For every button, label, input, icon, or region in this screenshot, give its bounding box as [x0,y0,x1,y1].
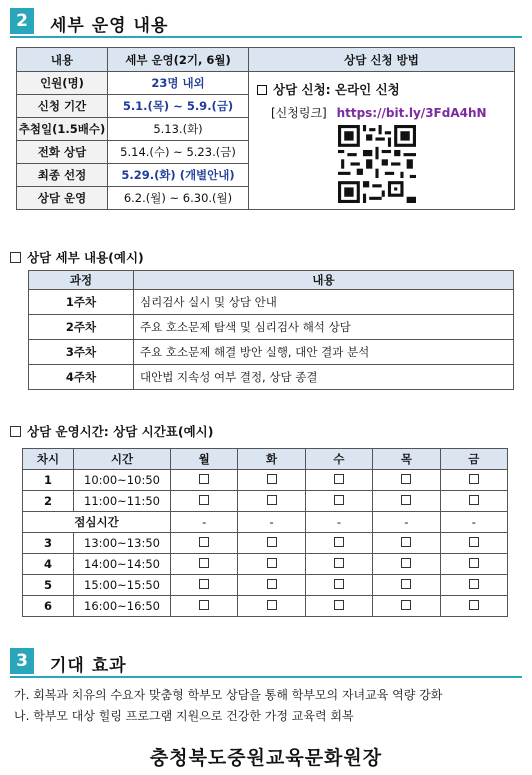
schedule-title [10,422,213,440]
slot-checkbox[interactable] [334,537,344,547]
session-no: 5 [23,575,74,596]
dash-cell: - [171,512,238,533]
row-label: 신청 기간 [17,95,108,118]
week-cell: 3주차 [29,340,134,365]
col-header: 수 [305,449,372,470]
slot-checkbox[interactable] [469,537,479,547]
session-time: 14:00~14:50 [74,554,171,575]
slot-checkbox[interactable] [334,600,344,610]
session-time: 15:00~15:50 [74,575,171,596]
slot-checkbox[interactable] [199,579,209,589]
slot-checkbox[interactable] [334,558,344,568]
session-no: 4 [23,554,74,575]
col-header: 목 [373,449,440,470]
dash-cell: - [238,512,305,533]
section-divider [10,676,522,678]
table-row [23,596,508,617]
operation-table [16,47,515,210]
table-row [23,554,508,575]
row-value: 5.1.(목) ~ 5.9.(금) [108,95,249,118]
slot-checkbox[interactable] [401,579,411,589]
content-cell: 주요 호소문제 탐색 및 심리검사 해석 상담 [134,315,514,340]
table-row [23,575,508,596]
schedule-title-text: 상담 운영시간: 상담 시간표(예시) [27,424,214,439]
col-header: 과정 [29,271,134,290]
details-title [10,248,144,266]
row-label: 추첨일(1.5배수) [17,118,108,141]
dash-cell: - [440,512,507,533]
session-no: 6 [23,596,74,617]
row-value: 23명 내외 [108,72,249,95]
col-header: 화 [238,449,305,470]
slot-checkbox[interactable] [199,600,209,610]
link-label: [신청링크] [271,106,327,120]
table-row [23,491,508,512]
content-cell: 심리검사 실시 및 상담 안내 [134,290,514,315]
footer-signature: 충청북도중원교육문화원장 [149,747,383,769]
slot-checkbox[interactable] [334,579,344,589]
content-cell: 대안법 지속성 여부 결정, 상담 종결 [134,365,514,390]
slot-checkbox[interactable] [334,495,344,505]
slot-checkbox[interactable] [199,495,209,505]
slot-checkbox[interactable] [469,600,479,610]
slot-checkbox[interactable] [199,558,209,568]
row-value: 5.14.(수) ~ 5.23.(금) [108,141,249,164]
table-row [29,340,514,365]
slot-checkbox[interactable] [401,558,411,568]
col-header: 세부 운영(2기, 6월) [108,48,249,72]
week-cell: 2주차 [29,315,134,340]
section-number: 2 [10,8,34,34]
session-no: 3 [23,533,74,554]
table-row [29,290,514,315]
slot-checkbox[interactable] [469,558,479,568]
week-cell: 1주차 [29,290,134,315]
row-label: 인원(명) [17,72,108,95]
session-time: 16:00~16:50 [74,596,171,617]
section-title: 세부 운영 내용 [50,16,169,36]
slot-checkbox[interactable] [469,474,479,484]
col-header: 상담 신청 방법 [249,48,515,72]
section-number: 3 [10,648,34,674]
section-title: 기대 효과 [50,656,127,676]
details-title-text: 상담 세부 내용(예시) [27,250,144,265]
table-row [29,315,514,340]
bullet-icon [257,85,267,95]
session-time: 13:00~13:50 [74,533,171,554]
row-label: 상담 운영 [17,187,108,210]
slot-checkbox[interactable] [199,537,209,547]
col-header: 내용 [134,271,514,290]
slot-checkbox[interactable] [334,474,344,484]
slot-checkbox[interactable] [267,474,277,484]
slot-checkbox[interactable] [401,537,411,547]
slot-checkbox[interactable] [401,474,411,484]
table-row [23,512,508,533]
apply-method [257,80,400,98]
row-value: 6.2.(월) ~ 6.30.(월) [108,187,249,210]
session-no: 2 [23,491,74,512]
table-row [29,365,514,390]
session-time: 11:00~11:50 [74,491,171,512]
slot-checkbox[interactable] [267,579,277,589]
slot-checkbox[interactable] [267,537,277,547]
session-time: 10:00~10:50 [74,470,171,491]
row-label: 전화 상담 [17,141,108,164]
checkbox-icon [10,426,21,437]
week-cell: 4주차 [29,365,134,390]
dash-cell: - [305,512,372,533]
col-header: 금 [440,449,507,470]
table-row [23,470,508,491]
col-header: 월 [171,449,238,470]
slot-checkbox[interactable] [199,474,209,484]
checkbox-icon [10,252,21,263]
slot-checkbox[interactable] [401,495,411,505]
qr-code-icon[interactable] [338,125,416,203]
section-divider [10,36,522,38]
dash-cell: - [373,512,440,533]
row-value: 5.29.(화) (개별안내) [108,164,249,187]
col-header: 차시 [23,449,74,470]
effect-item: 가. 회복과 치유의 수요자 맞춤형 학부모 상담을 통해 학부모의 자녀교육 역량 강화 [14,688,443,702]
row-label: 최종 선정 [17,164,108,187]
content-cell: 주요 호소문제 해결 방안 실행, 대안 결과 분석 [134,340,514,365]
slot-checkbox[interactable] [469,495,479,505]
effect-item: 나. 학부모 대상 힐링 프로그램 지원으로 건강한 가정 교육력 회복 [14,709,354,723]
apply-link-line [271,104,487,121]
schedule-table [22,448,508,617]
table-row [23,533,508,554]
apply-link[interactable]: https://bit.ly/3FdA4hN [336,106,487,120]
apply-method-text: 상담 신청: 온라인 신청 [273,82,400,97]
slot-checkbox[interactable] [267,558,277,568]
slot-checkbox[interactable] [401,600,411,610]
apply-cell [249,72,515,210]
slot-checkbox[interactable] [267,495,277,505]
slot-checkbox[interactable] [469,579,479,589]
col-header: 시간 [74,449,171,470]
row-value: 5.13.(화) [108,118,249,141]
col-header: 내용 [17,48,108,72]
lunch-label: 점심시간 [23,512,171,533]
details-table [28,270,514,390]
slot-checkbox[interactable] [267,600,277,610]
session-no: 1 [23,470,74,491]
